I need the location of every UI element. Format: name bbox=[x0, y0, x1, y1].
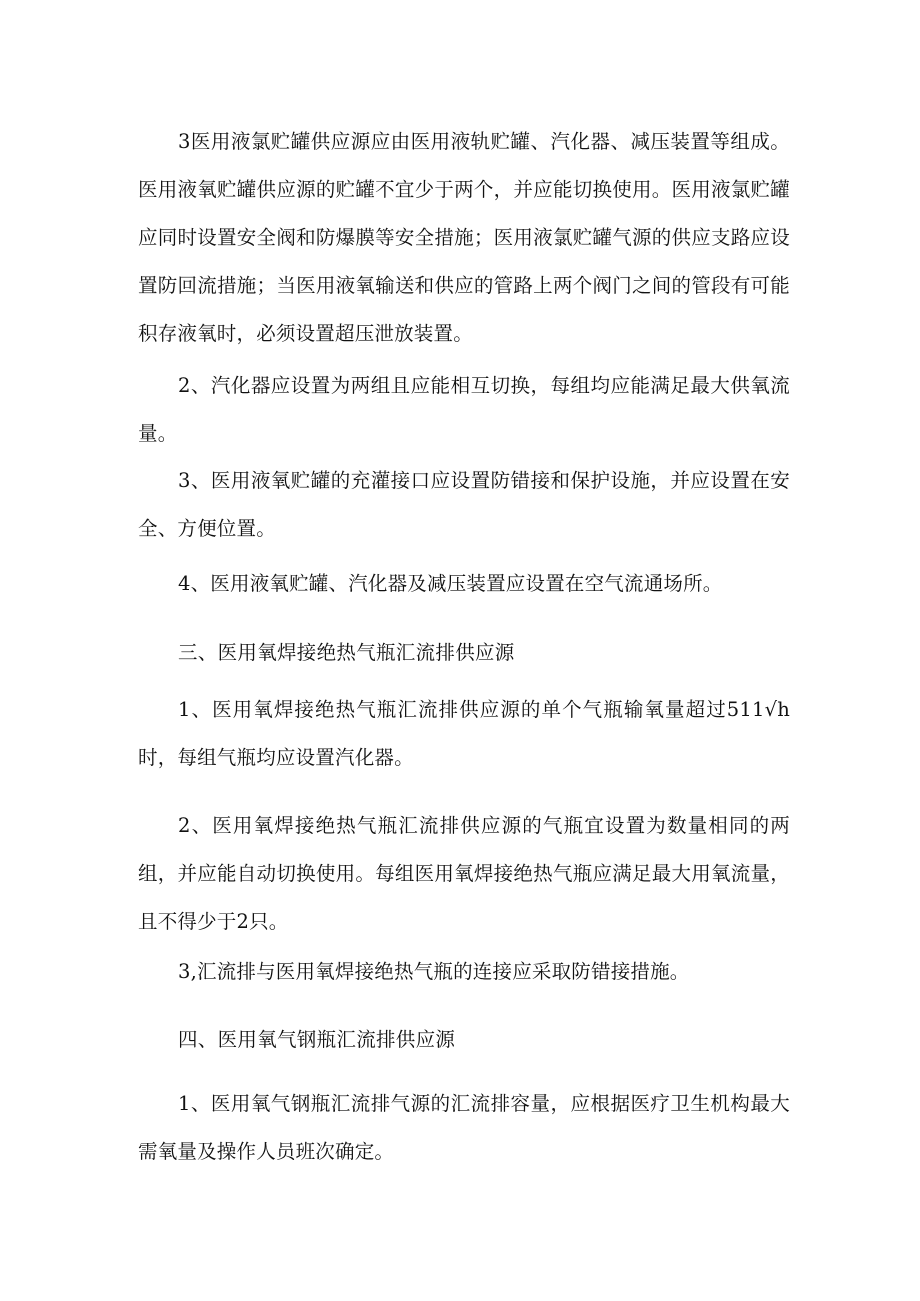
section4-item-1 bbox=[138, 1080, 790, 1176]
paragraph-text: 4、医用液氧贮罐、汽化器及减压装置应设置在空气流通场所。 bbox=[178, 572, 723, 595]
paragraph-text: 2、医用氧焊接绝热气瓶汇流排供应源的气瓶宜设置为数量相同的两组，并应能自动切换使用。每组医用氧焊接绝热气瓶应满足最大用氧流量，且不得少于2只。 bbox=[138, 814, 790, 933]
paragraph-ventilation bbox=[138, 560, 790, 608]
section-heading-4: 四、医用氧气钢瓶汇流排供应源 bbox=[178, 1028, 456, 1051]
paragraph-filling-port bbox=[138, 457, 790, 553]
section-heading-3: 三、医用氧焊接绝热气瓶汇流排供应源 bbox=[178, 641, 515, 664]
paragraph-text: 3,汇流排与医用氧焊接绝热气瓶的连接应采取防错接措施。 bbox=[178, 960, 690, 983]
paragraph-text: 3、医用液氧贮罐的充灌接口应设置防错接和保护设施，并应设置在安全、方便位置。 bbox=[138, 469, 790, 540]
paragraph-text: 1、医用氧气钢瓶汇流排气源的汇流排容量，应根据医疗卫生机构最大需氧量及操作人员班次确定。 bbox=[138, 1092, 790, 1163]
section3-item-3 bbox=[138, 948, 790, 996]
section3-item-2 bbox=[138, 802, 790, 946]
paragraph-text: 3医用液氯贮罐供应源应由医用液轨贮罐、汽化器、减压装置等组成。医用液氧贮罐供应源的贮罐不宜少于两个，并应能切换使用。医用液氯贮罐应同时设置安全阀和防爆膜等安全措施；医用液氯贮罐气源的供应支路应设置防回流措施；当医用液氧输送和供应的管路上两个阀门之间的管段有可能积存液氧时，必须设置超压泄放装置。 bbox=[138, 130, 790, 345]
paragraph-text: 2、汽化器应设置为两组且应能相互切换，每组均应能满足最大供氧流量。 bbox=[138, 374, 790, 445]
paragraph-liquid-oxygen-tank bbox=[138, 118, 790, 358]
paragraph-vaporizer bbox=[138, 362, 790, 458]
paragraph-text: 1、医用氧焊接绝热气瓶汇流排供应源的单个气瓶输氧量超过511√h时，每组气瓶均应设置汽化器。 bbox=[138, 698, 790, 769]
section3-item-1 bbox=[138, 686, 790, 782]
